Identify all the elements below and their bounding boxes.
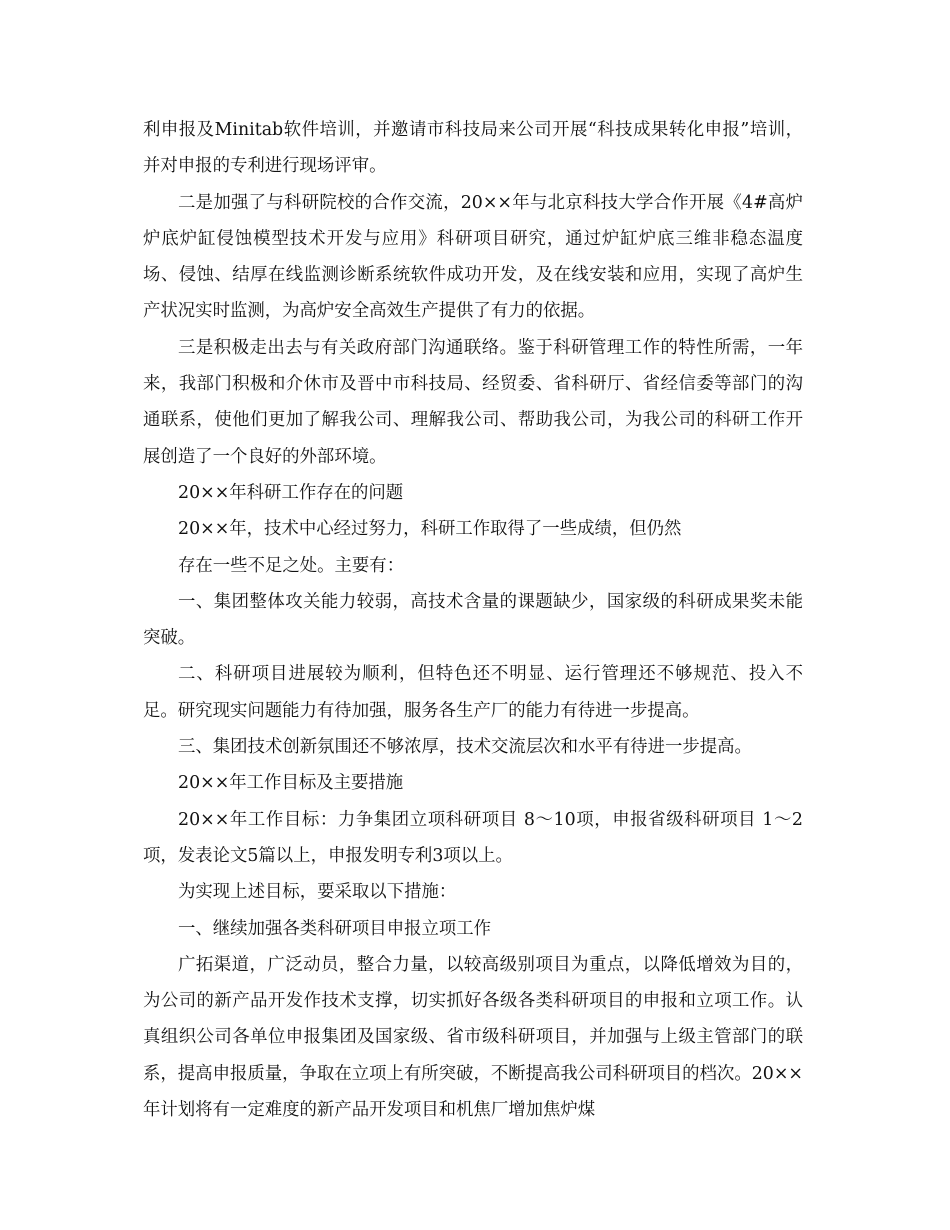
problem-item-3: 三、集团技术创新氛围还不够浓厚，技术交流层次和水平有待进一步提高。 <box>178 737 752 758</box>
paragraph-measures-intro: 为实现上述目标，要采取以下措施： <box>178 882 457 903</box>
document-body <box>143 112 803 1128</box>
problem-item-2: 二、科研项目进展较为顺利，但特色还不明显、运行管理还不够规范、投入不足。研究现实问题能力有待加强，服务各生产厂的能力有待进一步提高。 <box>143 664 803 721</box>
paragraph-problems-intro-continued: 存在一些不足之处。主要有： <box>178 555 405 576</box>
paragraph-problems-intro: 20××年，技术中心经过努力，科研工作取得了一些成绩，但仍然 <box>178 519 682 540</box>
section-heading-goals: 20××年工作目标及主要措施 <box>178 773 404 794</box>
measure-heading-1: 一、继续加强各类科研项目申报立项工作 <box>178 918 492 939</box>
paragraph-university-cooperation: 二是加强了与科研院校的合作交流，20××年与北京科技大学合作开展《4#高炉炉底炉缸侵蚀模型技术开发与应用》科研项目研究，通过炉缸炉底三维非稳态温度场、侵蚀、结厚在线监测诊断系统软件成功开发，及在线安装和应用，实现了高炉生产状况实时监测，为高炉安全高效生产提供了有力的依据。 <box>143 192 803 322</box>
paragraph-work-goals: 20××年工作目标：力争集团立项科研项目 8～10项，申报省级科研项目 1～2项，发表论文5篇以上，申报发明专利3项以上。 <box>143 809 803 866</box>
section-heading-problems: 20××年科研工作存在的问题 <box>178 482 404 503</box>
problem-item-1: 一、集团整体攻关能力较弱，高技术含量的课题缺少，国家级的科研成果奖未能突破。 <box>143 591 803 649</box>
paragraph-measure-1-detail: 广拓渠道，广泛动员，整合力量，以较高级别项目为重点，以降低增效为目的，为公司的新产品开发作技术支撑，切实抓好各级各类科研项目的申报和立项工作。认真组织公司各单位申报集团及国家级、省市级科研项目，并加强与上级主管部门的联系，提高申报质量，争取在立项上有所突破，不断提高我公司科研项目的档次。20××年计划将有一定难度的新产品开发项目和机焦厂增加焦炉煤 <box>143 954 803 1121</box>
paragraph-training-continuation: 利申报及Minitab软件培训，并邀请市科技局来公司开展“科技成果转化申报”培训，并对申报的专利进行现场评审。 <box>143 120 803 177</box>
paragraph-government-liaison: 三是积极走出去与有关政府部门沟通联络。鉴于科研管理工作的特性所需，一年来，我部门积极和介休市及晋中市科技局、经贸委、省科研厅、省经信委等部门的沟通联系，使他们更加了解我公司、理解我公司、帮助我公司，为我公司的科研工作开展创造了一个良好的外部环境。 <box>143 337 803 467</box>
